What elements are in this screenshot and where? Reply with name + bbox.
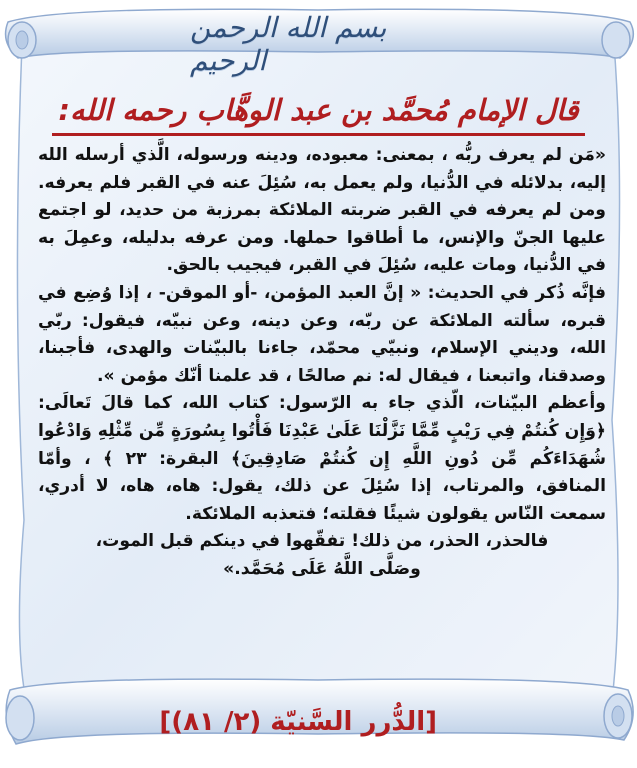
- source-citation: [الدُّرر السَّنيّة (٢/ ٨١)]: [159, 707, 437, 737]
- quote-body: [38, 142, 606, 682]
- title-underline: [52, 133, 585, 136]
- paragraph-4: فالحذر، الحذر، من ذلك! تفقّهوا في دينكم قبل الموت،: [95, 531, 549, 552]
- paragraph-1: «مَن لم يعرف ربُّه ، بمعنى: معبوده، ودينه ورسوله، الَّذي أرسله الله إليه، بدلائله في الدُّنيا، ولم يعمل به، سُئِلَ عنه في القبر فلم يعرفه. ومن لم يعرفه في القبر ضربته الملائكة بمرزبة من حديد، لو اجتمع عليها الجنّ والإنس، ما أطاقوا حملها. ومن عرفه بدليله، وعمِلَ به في الدُّنيا، ومات عليه، سُئِلَ في القبر، فيجيب بالحق.: [38, 145, 606, 276]
- page-title: قال الإمام مُحمَّد بن عبد الوهَّاب رحمه الله:: [58, 93, 579, 127]
- paragraph-2: فإنَّه ذُكر في الحديث: « إنَّ العبد المؤمن، -أو الموقن- ، إذا وُضِع في قبره، سألته الملائكة عن ربّه، وعن دينه، وعن نبيّه، فيقول: ربّي الله، وديني الإسلام، ونبيّي محمّد، جاءنا بالبيّنات والهدى، فأجبنا، وصدقنا، واتبعنا ، فيقال له: نم صالحًا ، قد علمنا أنّك مؤمن ».: [38, 282, 606, 386]
- closing-line: وصَلَّى اللَّهُ عَلَى مُحَمَّد.»: [223, 558, 421, 579]
- basmala-calligraphy: بسم الله الرحمن الرحيم: [190, 11, 387, 77]
- paragraph-3: وأعظم البيّنات، الّذي جاء به الرّسول: كتاب الله، كما قالَ تَعالَى: ﴿وَإِن كُنتُمْ فِي رَيْبٍ مِّمَّا نَزَّلْنَا عَلَىٰ عَبْدِنَا فَأْتُوا بِسُورَةٍ مِّن مِّثْلِهِ وَادْعُوا شُهَدَاءَكُم مِّن دُونِ اللَّهِ إِن كُنتُمْ صَادِقِينَ﴾ البقرة: ٢٣ ﴾ ، وأمّا المنافق، والمرتاب، إذا سُئِلَ عن ذلك، يقول: هاه، هاه، لا أدري، سمعت النّاس يقولون شيئًا فقلته؛ فتعذبه الملائكة.: [38, 393, 606, 524]
